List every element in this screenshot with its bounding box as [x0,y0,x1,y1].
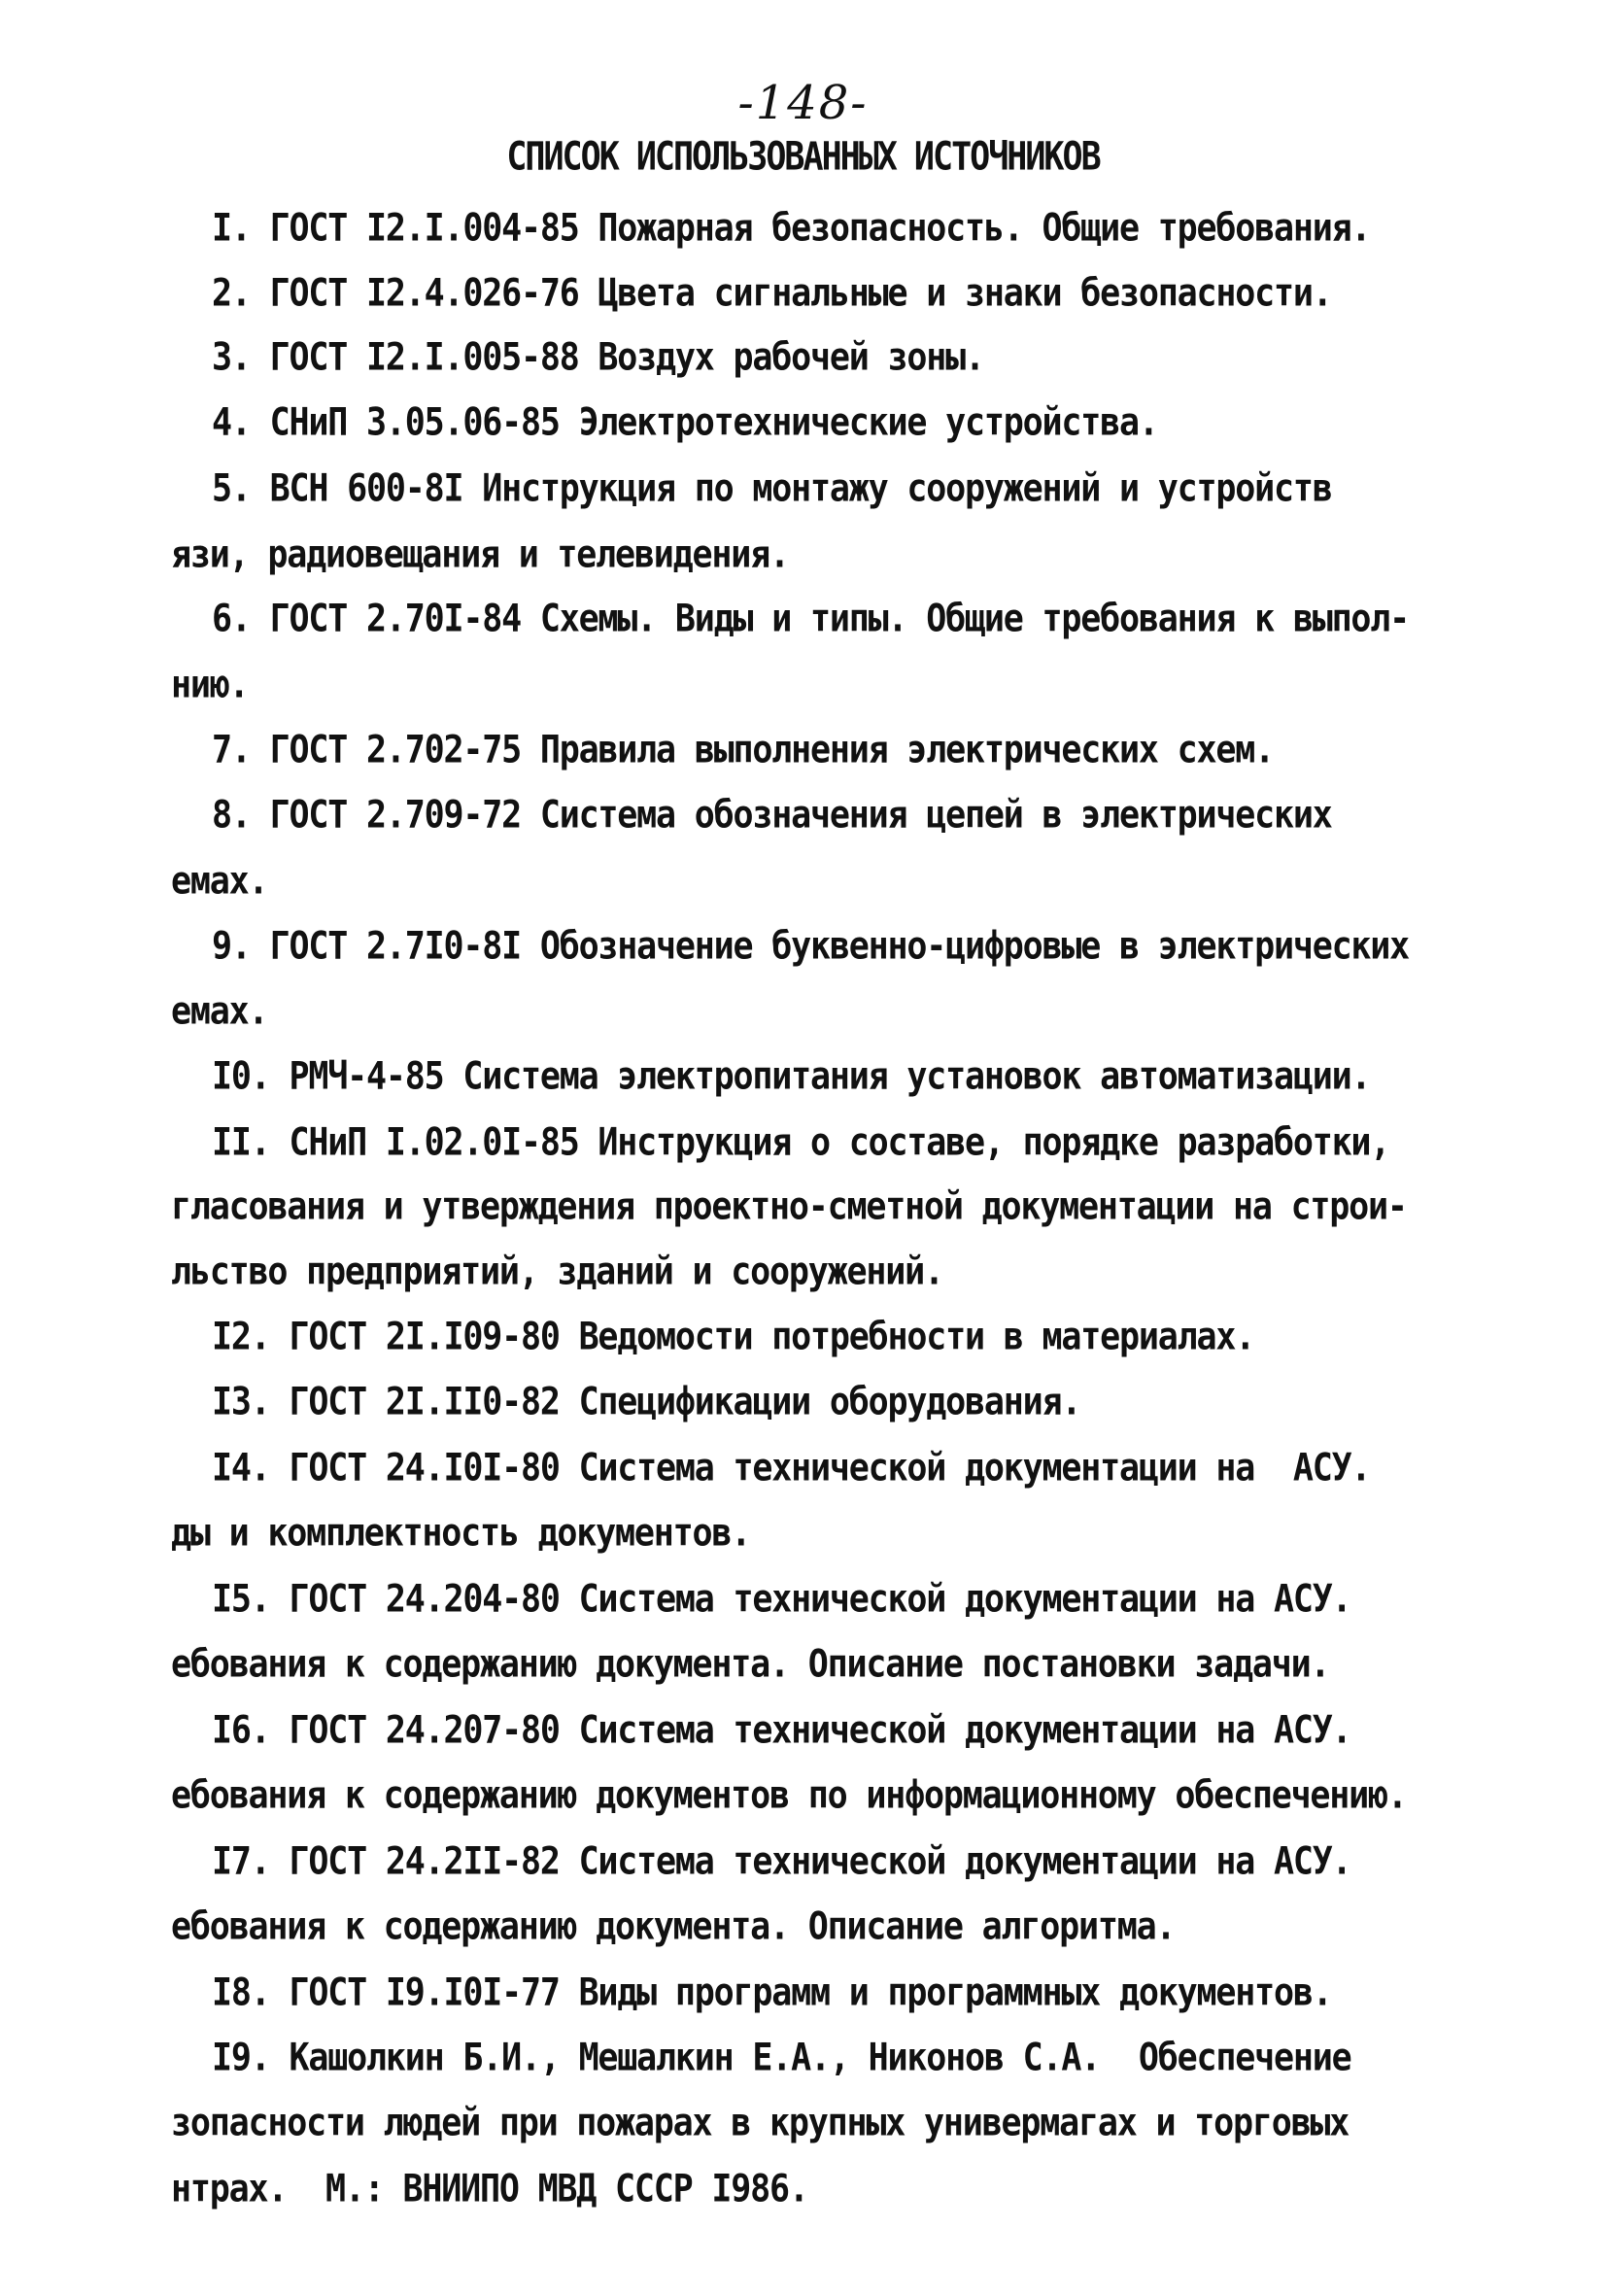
list-item-continuation: емах. [171,990,268,1034]
list-item-continuation: гласования и утверждения проектно-сметной документации на строи- [171,1185,1407,1229]
list-item: 6. ГОСТ 2.70I-84 Схемы. Виды и типы. Общие требования к выпол- [212,598,1410,641]
list-item: 2. ГОСТ I2.4.026-76 Цвета сигнальные и знаки безопасности. [212,272,1332,316]
list-item: 7. ГОСТ 2.702-75 Правила выполнения электрических схем. [212,729,1274,772]
list-item: 4. СНиП 3.05.06-85 Электротехнические устройства. [212,401,1158,445]
list-item-continuation: ебования к содержанию документа. Описание алгоритма. [171,1905,1176,1949]
list-item-continuation: емах. [171,860,268,904]
list-item: I9. Кашолкин Б.И., Мешалкин Е.А., Никонов С.А. Обеспечение [212,2037,1351,2080]
list-item-continuation: нию. [171,664,249,707]
list-item: 3. ГОСТ I2.I.005-88 Воздух рабочей зоны. [212,336,984,380]
list-item: 9. ГОСТ 2.7I0-8I Обозначение буквенно-цифровые в электрических [212,925,1410,969]
list-item-continuation: нтрах. М.: ВНИИПО МВД СССР I986. [171,2168,808,2211]
list-item: I7. ГОСТ 24.2II-82 Система технической документации на АСУ. [212,1840,1351,1884]
list-item-continuation: льство предприятий, зданий и сооружений. [171,1251,943,1294]
list-item: 5. ВСН 600-8I Инструкция по монтажу сооружений и устройств [212,467,1332,511]
list-item: 8. ГОСТ 2.709-72 Система обозначения цепей в электрических [212,794,1332,838]
page-number: -148- [737,76,869,130]
list-item: I2. ГОСТ 2I.I09-80 Ведомости потребности в материалах. [212,1316,1255,1359]
list-item: I8. ГОСТ I9.I0I-77 Виды программ и программных документов. [212,1971,1332,2015]
list-item: I6. ГОСТ 24.207-80 Система технической документации на АСУ. [212,1709,1351,1753]
list-item-continuation: язи, радиовещания и телевидения. [171,533,789,577]
list-item-continuation: ды и комплектность документов. [171,1512,751,1556]
list-item: II. СНиП I.02.0I-85 Инструкция о составе, порядке разработки, [212,1121,1390,1165]
list-item: I4. ГОСТ 24.I0I-80 Система технической документации на АСУ. [212,1447,1371,1491]
list-item: I3. ГОСТ 2I.II0-82 Спецификации оборудования. [212,1381,1081,1424]
list-item: I. ГОСТ I2.I.004-85 Пожарная безопасность. Общие требования. [212,207,1371,251]
list-item: I5. ГОСТ 24.204-80 Система технической документации на АСУ. [212,1578,1351,1622]
list-item: I0. РМЧ-4-85 Система электропитания установок автоматизации. [212,1055,1371,1099]
list-item-continuation: ебования к содержанию документа. Описание постановки задачи. [171,1643,1330,1687]
list-item-continuation: ебования к содержанию документов по информационному обеспечению. [171,1774,1407,1818]
list-item-continuation: зопасности людей при пожарах в крупных универмагах и торговых [171,2102,1350,2145]
page-title: СПИСОК ИСПОЛЬЗОВАННЫХ ИСТОЧНИКОВ [506,135,1100,180]
